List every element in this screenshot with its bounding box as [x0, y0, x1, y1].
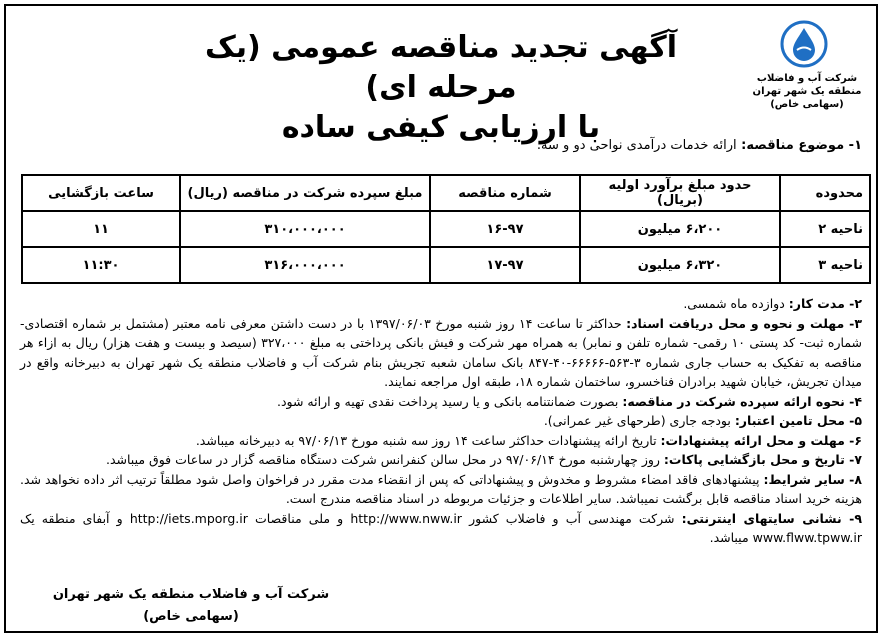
table-row [22, 247, 870, 283]
clause-deposit [20, 392, 862, 412]
cell-tender-number: ۱۷-۹۷ [430, 247, 580, 283]
company-logo [752, 20, 862, 130]
cell-deposit: ۳۱۶،۰۰۰،۰۰۰ [180, 247, 430, 283]
clause-funding [20, 411, 862, 431]
company-line: (سهامی خاص) [770, 99, 844, 110]
table-header-row [22, 175, 870, 211]
header-opening-time: ساعت بازگشایی [22, 175, 180, 211]
cell-estimate: ۶،۲۰۰ میلیون [580, 211, 780, 247]
clause-text: حداکثر تا ساعت ۱۴ روز شنبه مورخ ۱۳۹۷/۰۶/۰۳ با در دست داشتن معرفی نامه معتبر (مشتمل بر شماره اقتصادی- شماره ثبت- کد پستی ۱۰ رقمی- شماره تلفن و نمابر) به همراه مهر شرکت و فیش بانکی پرداختی به مبلغ ۳۲۷،۰۰۰ (سیصد و بیست و هفت هزار) ریال به ازاء هر مناقصه به تفکیک به حساب جاری شماره ۳-۵۶۳-۶۶۶۶۶-۴۰-۸۴۷ بانک سامان شعبه تجریش بنام شرکت آب و فاضلاب منطقه یک شهر تهران به دبیرخانه واقع در میدان تجریش، خیابان شهید برادران فناخسرو، ساختمان شماره ۱۸، طبقه اول مراجعه نمایند. [20, 315, 863, 389]
cell-area: ناحیه ۳ [780, 247, 870, 283]
subject-label: ۱- موضوع مناقصه: [741, 138, 862, 153]
clause-duration [20, 294, 862, 314]
header-estimate: حدود مبلغ برآورد اولیه (بریال) [580, 175, 780, 211]
title-line: با ارزیابی کیفی ساده [281, 110, 601, 145]
signature-line: (سهامی خاص) [143, 609, 239, 624]
clause-text: بصورت ضمانتنامه بانکی و یا رسید پرداخت نقدی تهیه و ارائه شود. [276, 393, 619, 409]
clause-text: دوازده ماه شمسی. [683, 296, 785, 311]
company-line: منطقه یک شهر تهران [752, 86, 862, 97]
clause-opening [20, 450, 862, 470]
tender-table [21, 174, 871, 284]
clause-text: پیشنهادهای فاقد امضاء مشروط و مخدوش و پیشنهاداتی که پس از انقضاء مدت مقرر در فراخوان واصل شود مطلقاً ترتیب اثر داده نخواهد شد. هزینه خرید اسناد مناقصه قابل برگشت نمیباشد. سایر اطلاعات و جزئیات مربوطه در اسناد مناقصه مندرج است. [20, 471, 862, 506]
clause-websites [20, 509, 862, 548]
clause-text: شرکت مهندسی آب و فاضلاب کشور http://www.nww.ir و ملی مناقصات http://iets.mporg.ir و آبفای منطقه یک www.flww.tpww.ir میباشد. [20, 510, 862, 545]
header-deposit: مبلغ سپرده شرکت در مناقصه (ریال) [180, 175, 430, 211]
notice-title [156, 28, 726, 148]
water-drop-icon [780, 20, 828, 68]
clause-submission [20, 431, 862, 451]
clause-conditions [20, 470, 862, 509]
title-line: آگهی تجدید مناقصه عمومی (یک مرحله ای) [205, 30, 677, 105]
cell-opening-time: ۱۱:۳۰ [22, 247, 180, 283]
company-line: شرکت آب و فاضلاب [756, 73, 858, 84]
signature-block [26, 584, 356, 628]
header-area: محدوده [780, 175, 870, 211]
notice-frame [4, 4, 878, 633]
cell-area: ناحیه ۲ [780, 211, 870, 247]
clause-documents [20, 314, 862, 392]
cell-tender-number: ۱۶-۹۷ [430, 211, 580, 247]
subject-line [537, 138, 862, 153]
clause-label: ۷- تاریخ و محل بازگشایی پاکات: [663, 452, 862, 467]
company-name [752, 72, 862, 111]
clause-text: بودجه جاری (طرحهای غیر عمرانی). [543, 413, 731, 428]
clause-label: ۶- مهلت و محل ارائه پیشنهادات: [660, 432, 862, 448]
clause-label: ۹- نشانی سایتهای اینترنتی: [681, 510, 862, 526]
clause-label: ۵- محل تامین اعتبار: [734, 413, 862, 428]
header-tender-number: شماره مناقصه [430, 175, 580, 211]
cell-estimate: ۶،۳۲۰ میلیون [580, 247, 780, 283]
clause-text: روز چهارشنبه مورخ ۹۷/۰۶/۱۴ در محل سالن کنفرانس شرکت دستگاه مناقصه گزار در ساعات فوق میباشد. [105, 452, 660, 467]
clause-label: ۲- مدت کار: [788, 296, 862, 311]
cell-deposit: ۳۱۰،۰۰۰،۰۰۰ [180, 211, 430, 247]
clause-label: ۴- نحوه ارائه سپرده شرکت در مناقصه: [622, 393, 862, 409]
clause-label: ۸- سایر شرایط: [763, 471, 862, 487]
cell-opening-time: ۱۱ [22, 211, 180, 247]
signature-line: شرکت آب و فاضلاب منطقه یک شهر تهران [52, 587, 330, 602]
clause-text: تاریخ ارائه پیشنهادات حداکثر ساعت ۱۴ روز سه شنبه مورخ ۹۷/۰۶/۱۳ به دبیرخانه میباشد. [195, 432, 657, 448]
clause-label: ۳- مهلت و نحوه و محل دریافت اسناد: [626, 315, 862, 331]
table-row [22, 211, 870, 247]
subject-value: ارائه خدمات درآمدی نواحی دو و سه. [536, 138, 737, 153]
notice-clauses [20, 294, 862, 548]
